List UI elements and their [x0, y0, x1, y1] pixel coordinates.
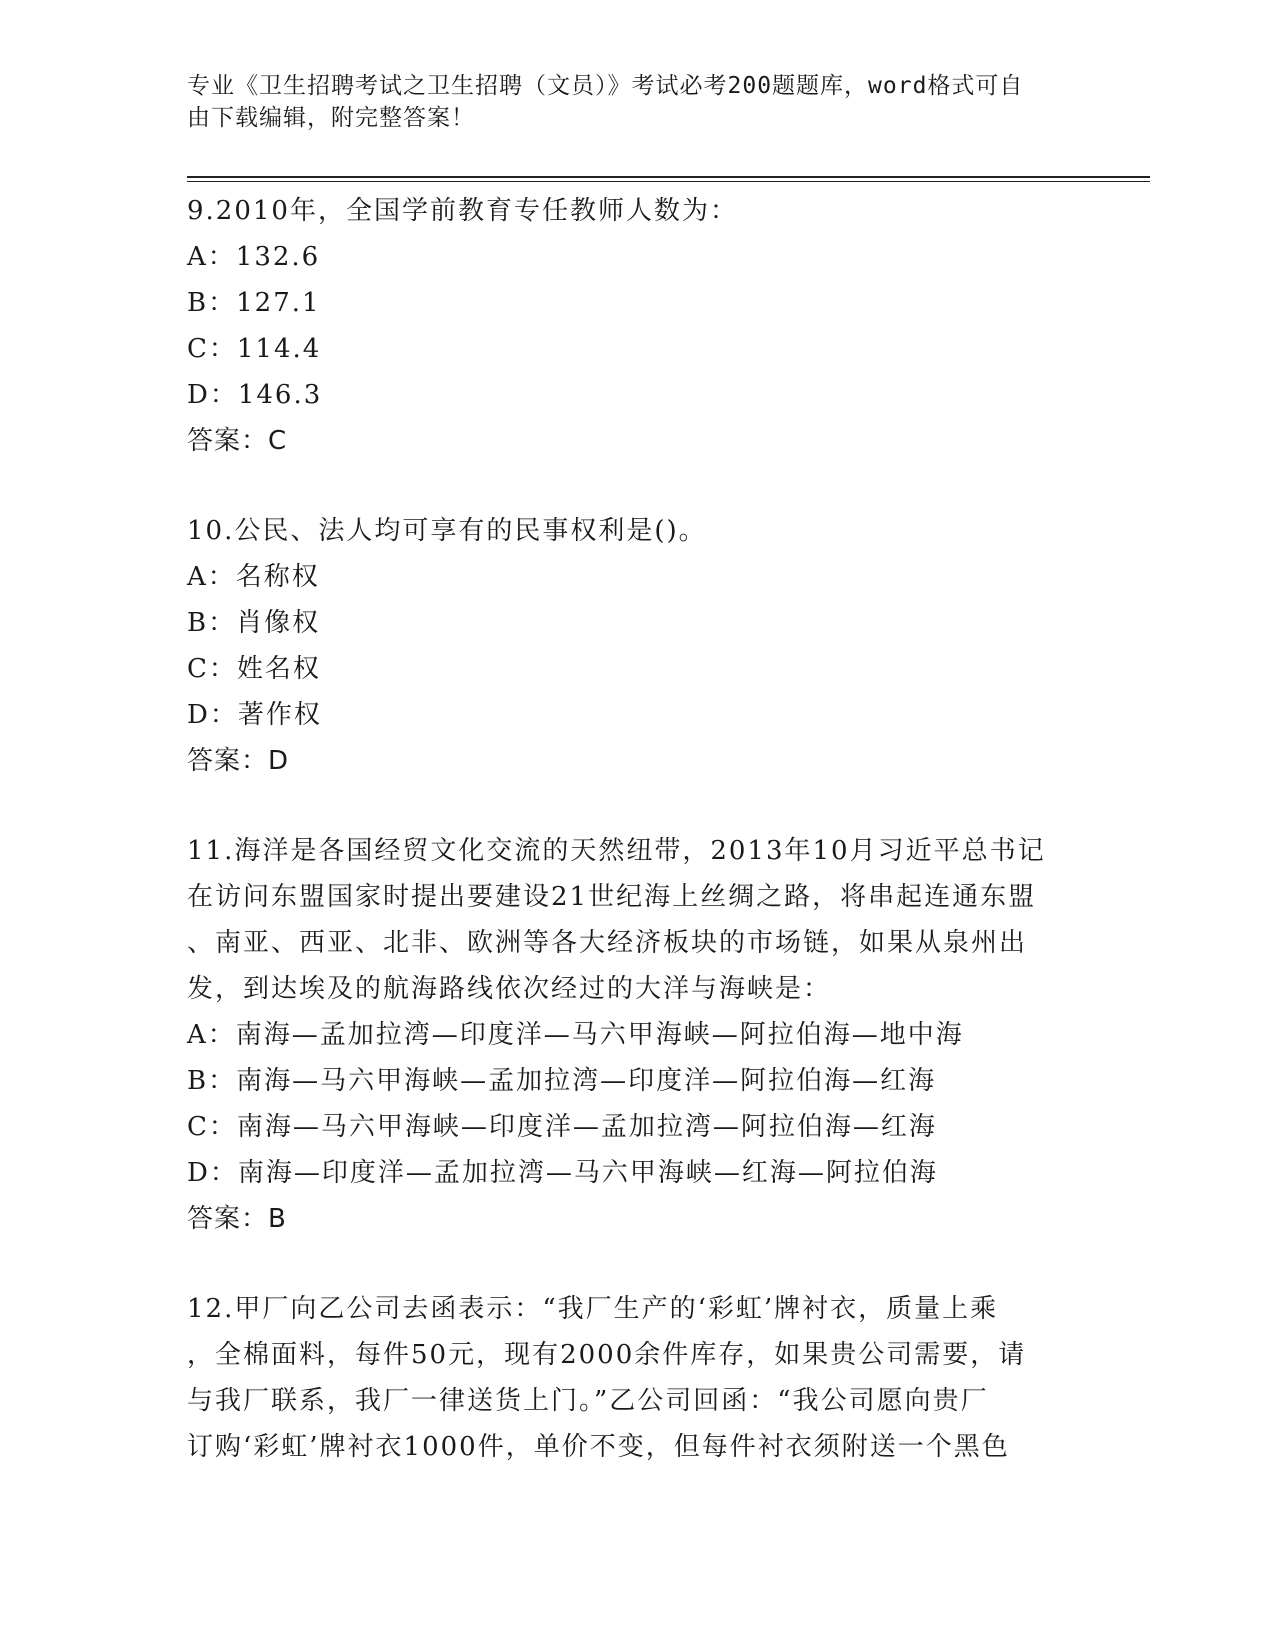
question-stem-line-2: ，全棉面料，每件50元，现有2000余件库存，如果贵公司需要，请 — [187, 1340, 1027, 1370]
question-stem: 9.2010年，全国学前教育专任教师人数为： — [187, 196, 738, 226]
option-a: A：南海—孟加拉湾—印度洋—马六甲海峡—阿拉伯海—地中海 — [187, 1020, 964, 1050]
question-11 — [187, 828, 1087, 1242]
question-stem: 10.公民、法人均可享有的民事权利是()。 — [187, 516, 707, 546]
question-stem-line-1: 11.海洋是各国经贸文化交流的天然纽带，2013年10月习近平总书记 — [187, 836, 1046, 866]
option-c: C：114.4 — [187, 334, 322, 364]
header-line-2: 由下载编辑，附完整答案！ — [187, 105, 475, 131]
question-stem-line-1: 12.甲厂向乙公司去函表示：“我厂生产的‘彩虹’牌衬衣，质量上乘 — [187, 1294, 999, 1324]
option-b: B：南海—马六甲海峡—孟加拉湾—印度洋—阿拉伯海—红海 — [187, 1066, 937, 1096]
question-10 — [187, 508, 1087, 784]
header-line-1: 专业《卫生招聘考试之卫生招聘（文员）》考试必考200题题库，word格式可自 — [187, 73, 1024, 99]
question-stem-line-3: 与我厂联系，我厂一律送货上门。”乙公司回函：“我公司愿向贵厂 — [187, 1386, 989, 1416]
question-spacer — [187, 464, 1087, 508]
question-stem-line-4: 发，到达埃及的航海路线依次经过的大洋与海峡是： — [187, 974, 832, 1004]
option-b: B：127.1 — [187, 288, 321, 318]
option-c: C：南海—马六甲海峡—印度洋—孟加拉湾—阿拉伯海—红海 — [187, 1112, 937, 1142]
question-stem-line-2: 在访问东盟国家时提出要建设21世纪海上丝绸之路，将串起连通东盟 — [187, 882, 1037, 912]
question-9 — [187, 188, 1087, 464]
document-header — [187, 70, 1067, 134]
answer-line: 答案：C — [187, 426, 288, 456]
question-stem-line-3: 、南亚、西亚、北非、欧洲等各大经济板块的市场链，如果从泉州出 — [187, 928, 1028, 958]
question-stem-line-4: 订购‘彩虹’牌衬衣1000件，单价不变，但每件衬衣须附送一个黑色 — [187, 1432, 1010, 1462]
header-divider — [187, 176, 1150, 182]
question-spacer — [187, 784, 1087, 828]
question-spacer — [187, 1242, 1087, 1286]
option-d: D：南海—印度洋—孟加拉湾—马六甲海峡—红海—阿拉伯海 — [187, 1158, 938, 1188]
answer-line: 答案：D — [187, 746, 290, 776]
answer-line: 答案：B — [187, 1204, 287, 1234]
option-a: A：名称权 — [187, 562, 320, 592]
option-c: C：姓名权 — [187, 654, 321, 684]
option-d: D：著作权 — [187, 700, 322, 730]
question-12 — [187, 1286, 1087, 1470]
option-a: A：132.6 — [187, 242, 321, 272]
option-b: B：肖像权 — [187, 608, 321, 638]
question-list — [187, 188, 1087, 1470]
option-d: D：146.3 — [187, 380, 323, 410]
